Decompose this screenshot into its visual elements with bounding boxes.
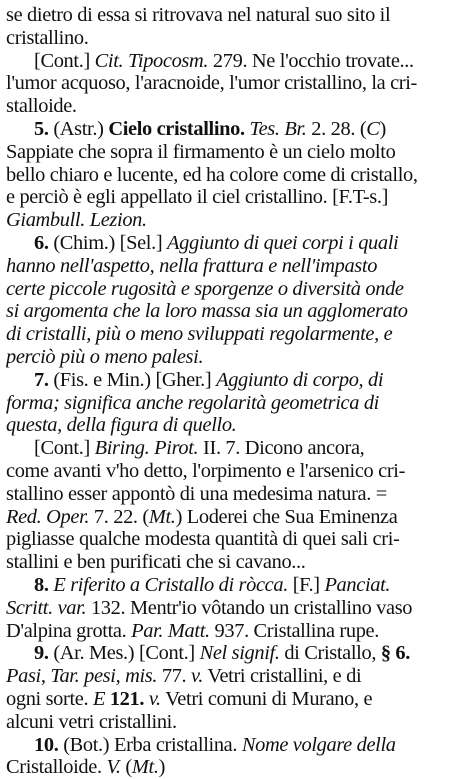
text-run: Mt.	[131, 756, 159, 779]
text-line	[6, 597, 464, 620]
text-run: v.	[191, 665, 203, 688]
text-line	[6, 323, 464, 346]
text-run: questa, della figura di quello.	[6, 414, 237, 437]
text-run: Cielo cristallino.	[108, 117, 245, 140]
text-line	[6, 437, 464, 460]
text-run: Nel signif.	[199, 642, 280, 665]
text-run: Vetri cristallini, e di	[202, 665, 362, 688]
text-line	[6, 620, 464, 643]
text-line	[6, 232, 464, 255]
text-run: [Cont.]	[34, 437, 95, 460]
text-run: stallino esser appontò di una medesima natura. =	[6, 482, 387, 505]
text-run: stallini e ben purificati che si cavano...	[6, 551, 306, 574]
text-line	[6, 414, 464, 437]
text-run: e perciò è egli appellato il ciel cristallino. [F.T-s.]	[6, 186, 389, 209]
text-line	[6, 734, 464, 757]
text-run: Aggiunto di quei corpi i quali	[167, 231, 399, 254]
text-line	[6, 278, 464, 301]
text-run: 937. Cristallina rupe.	[209, 619, 379, 642]
text-run: 8.	[34, 573, 49, 596]
text-line	[6, 483, 464, 506]
text-run: 7. 22. (	[89, 505, 149, 528]
text-run: Mt.	[148, 505, 176, 528]
text-line	[6, 460, 464, 483]
text-run: pigliasse qualche modesta quantità di quei sali cri-	[6, 528, 400, 551]
text-run: Red. Oper.	[6, 505, 90, 528]
text-run: 7.	[34, 368, 49, 391]
text-line	[6, 711, 464, 734]
text-run: Pasi, Tar. pesi, mis.	[6, 665, 158, 688]
text-run: 2. 28. (	[306, 117, 367, 140]
text-run: cristallino.	[6, 26, 89, 49]
text-run: l'umor acquoso, l'aracnoide, l'umor cristallino, la cri-	[6, 72, 417, 95]
text-run: come avanti v'ho detto, l'orpimento e l'arsenico cri-	[6, 459, 406, 482]
text-run: C	[366, 117, 380, 140]
text-run: v.	[148, 687, 161, 710]
text-run: Sappiate che sopra il firmamento è un cielo molto	[6, 140, 396, 163]
text-run: di cristalli, più o meno sviluppati regolarmente, e	[6, 323, 393, 346]
text-run: Nome volgare della	[241, 733, 396, 756]
text-line	[6, 50, 464, 73]
text-line	[6, 688, 464, 711]
text-run: perciò più o meno palesi.	[6, 345, 204, 368]
text-line	[6, 300, 464, 323]
text-line	[6, 95, 464, 118]
text-run: Vetri comuni di Murano, e	[160, 687, 373, 710]
text-run: hanno nell'aspetto, nella frattura e nell'impasto	[6, 254, 378, 277]
text-run: Cristalloide.	[6, 756, 107, 779]
text-run: bello chiaro e lucente, ed ha colore come di cristallo,	[6, 163, 418, 186]
text-run: 9.	[34, 642, 49, 665]
text-run: Panciat.	[324, 573, 391, 596]
text-run: II. 7. Dicono ancora,	[198, 437, 365, 460]
text-run: § 6.	[380, 642, 411, 665]
text-run: Cit. Tipocosm.	[94, 49, 209, 72]
text-run: (Astr.)	[48, 117, 109, 140]
text-run: 132. Mentr'io vôtando un cristallino vaso	[86, 596, 413, 619]
text-run: E	[92, 687, 106, 710]
text-run: )	[158, 756, 166, 779]
text-run: 10.	[34, 733, 59, 756]
text-line	[6, 369, 464, 392]
text-run: 6.	[34, 231, 49, 254]
text-run: se dietro di essa si ritrovava nel natural suo sito il	[6, 4, 391, 26]
text-line	[6, 72, 464, 95]
text-line	[6, 665, 464, 688]
text-run: )	[379, 117, 386, 140]
text-run: stalloide.	[6, 95, 77, 118]
text-run: forma; significa anche regolarità geometrica di	[6, 391, 379, 414]
text-run: 77.	[157, 665, 192, 688]
text-line	[6, 574, 464, 597]
text-run: (Fis. e Min.) [Gher.]	[48, 368, 217, 391]
text-line	[6, 756, 464, 779]
text-line	[6, 528, 464, 551]
text-run: Scritt. var.	[6, 596, 87, 619]
text-line	[6, 141, 464, 164]
text-run: 121.	[105, 687, 149, 710]
text-line	[6, 642, 464, 665]
text-run: si argomenta che la loro massa sia un agglomerato	[6, 300, 408, 323]
text-run: 279. Ne l'occhio trovate...	[208, 49, 414, 72]
text-run: D'alpina grotta.	[6, 619, 132, 642]
dictionary-entry-text	[6, 4, 464, 779]
text-run: (Chim.) [Sel.]	[48, 231, 168, 254]
text-run: (Bot.) Erba cristallina.	[58, 733, 242, 756]
text-run: 5.	[34, 117, 49, 140]
text-run: ogni sorte.	[6, 687, 93, 710]
text-line	[6, 506, 464, 529]
text-run: certe piccole rugosità e sporgenze o diversità onde	[6, 277, 404, 300]
text-line	[6, 346, 464, 369]
text-run: ) Loderei che Sua Eminenza	[175, 505, 398, 528]
text-run: Tes. Br.	[249, 117, 307, 140]
text-line	[6, 186, 464, 209]
text-run: Par. Matt.	[131, 619, 210, 642]
text-run: alcuni vetri cristallini.	[6, 710, 177, 733]
text-run: Aggiunto di corpo, di	[216, 368, 384, 391]
text-run: di Cristallo,	[279, 642, 381, 665]
text-run: [F.]	[287, 573, 325, 596]
text-line	[6, 551, 464, 574]
text-line	[6, 392, 464, 415]
text-line	[6, 209, 464, 232]
text-run: V.	[106, 756, 121, 779]
text-run: E riferito a Cristallo di ròcca.	[53, 573, 288, 596]
text-run: [Cont.]	[34, 49, 95, 72]
text-line	[6, 255, 464, 278]
text-line	[6, 4, 464, 27]
text-line	[6, 118, 464, 141]
text-line	[6, 164, 464, 187]
text-run: (	[120, 756, 132, 779]
text-run: (Ar. Mes.) [Cont.]	[48, 642, 200, 665]
text-line	[6, 27, 464, 50]
text-run: Biring. Pirot.	[94, 437, 199, 460]
text-run: Giambull. Lezion.	[6, 209, 147, 232]
